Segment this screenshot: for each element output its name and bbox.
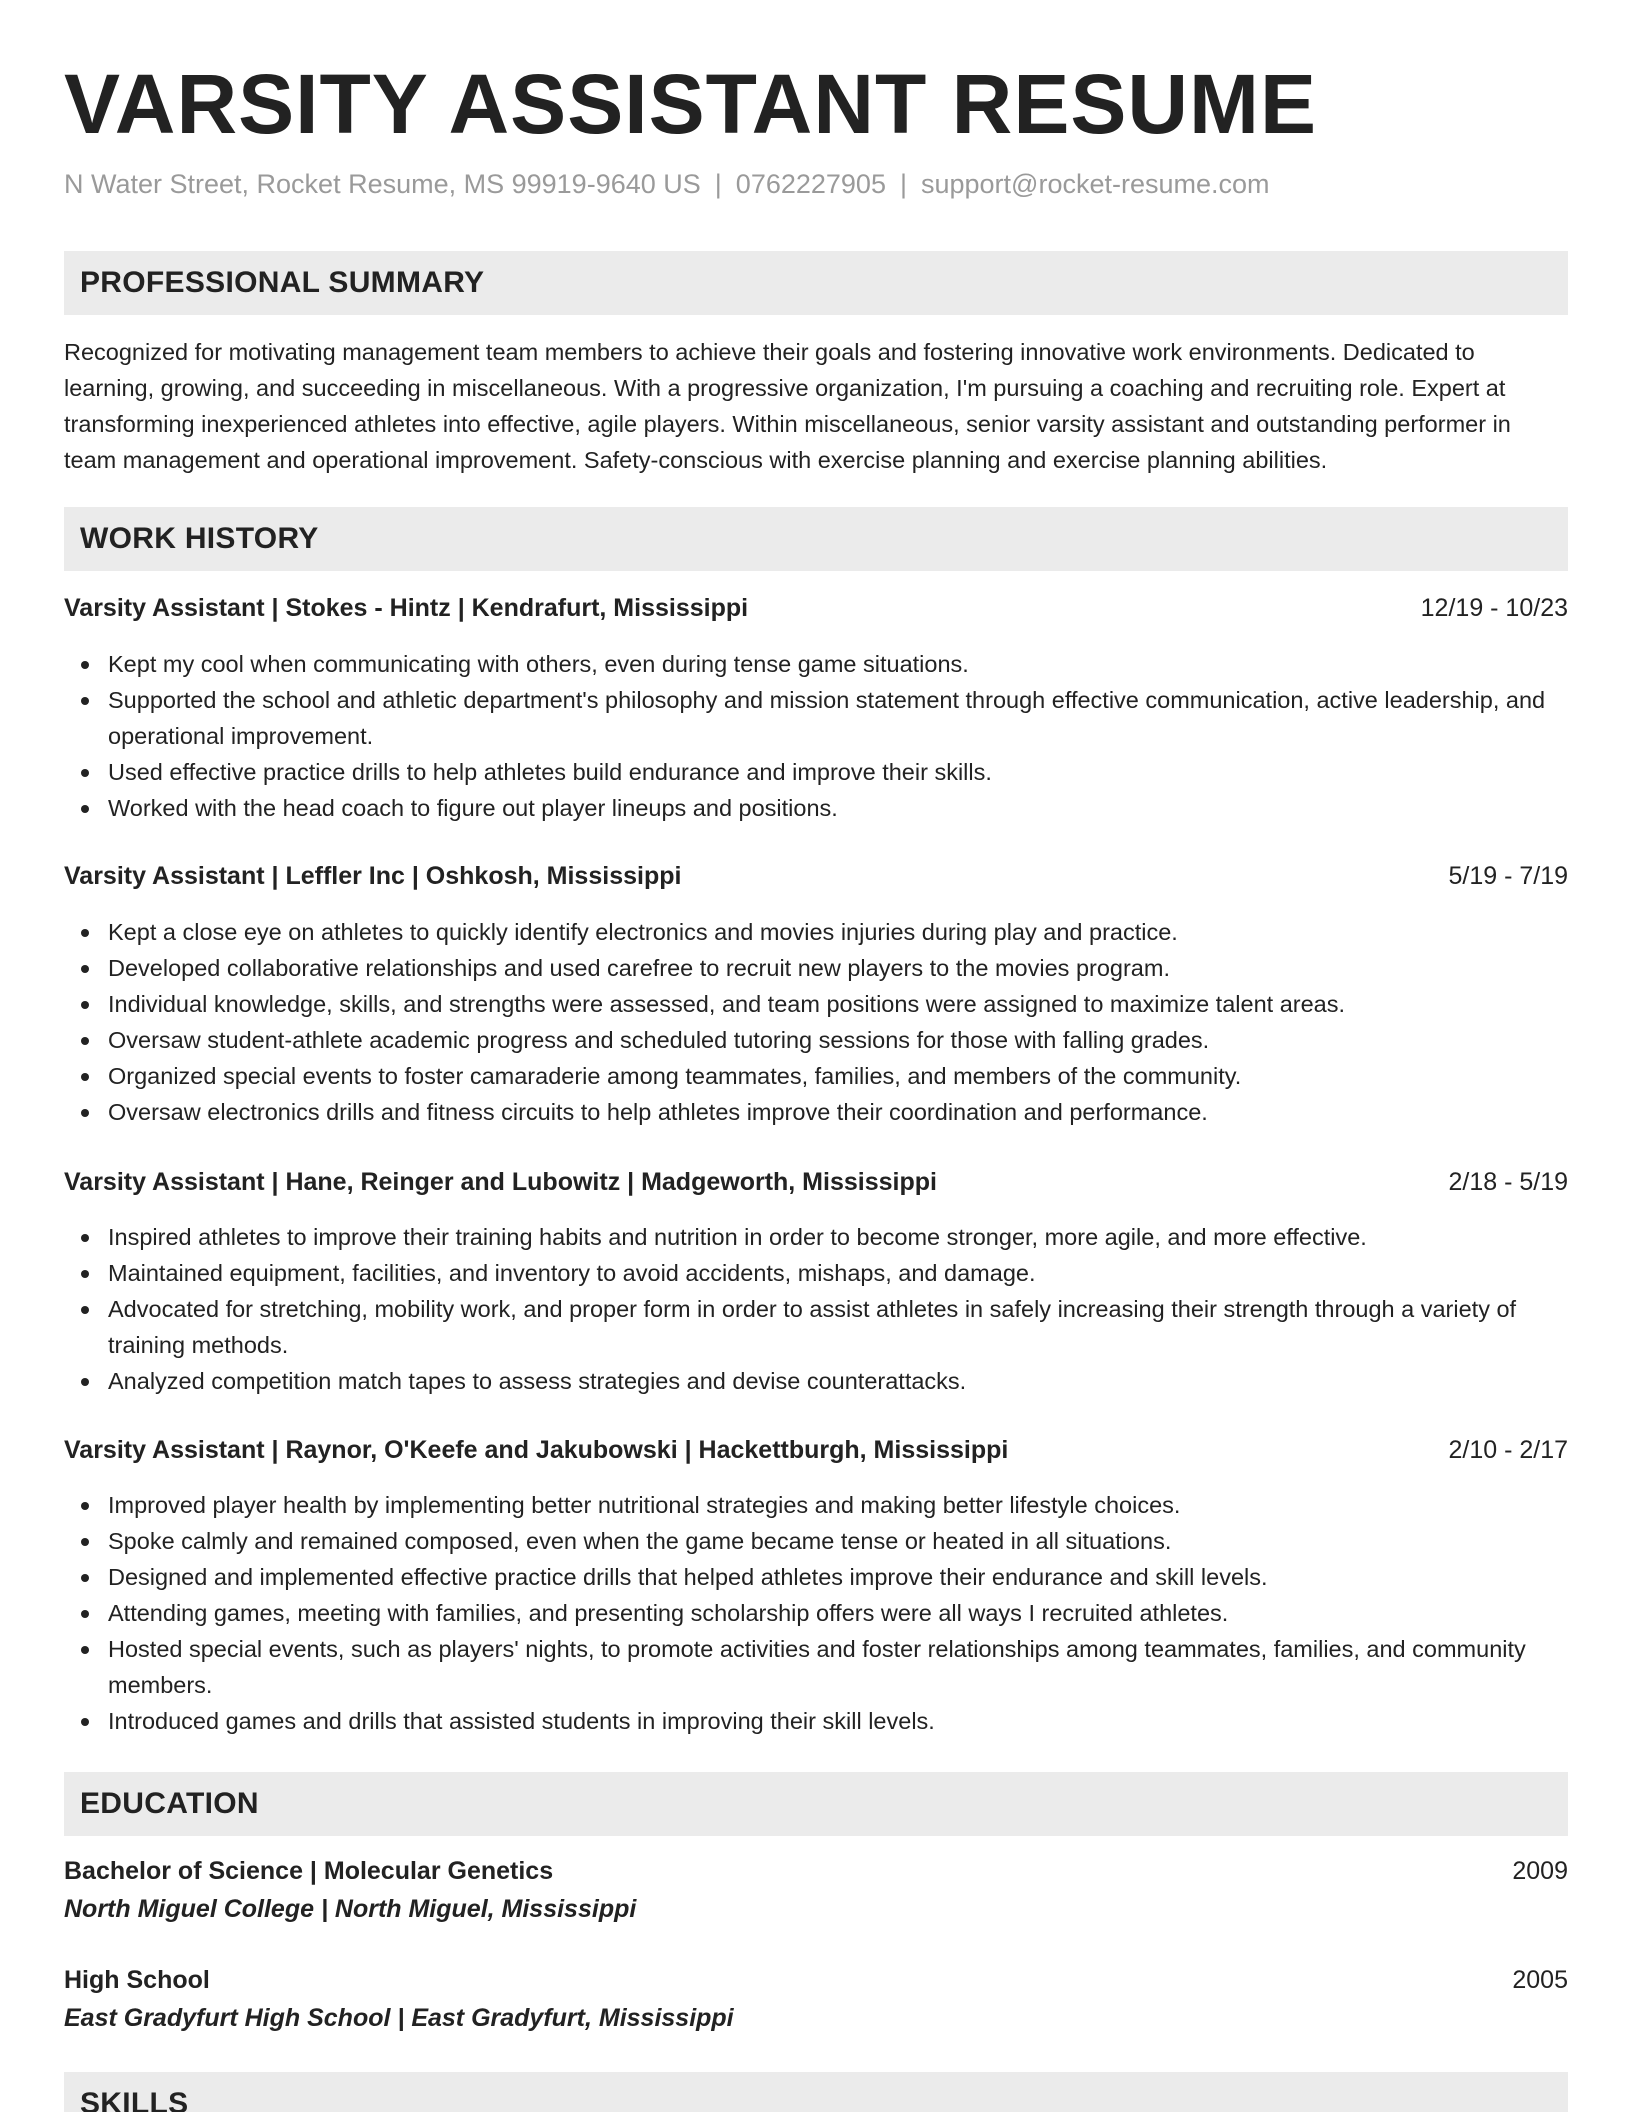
job-bullet: Oversaw student-athlete academic progress and scheduled tutoring sessions for those with falling grades. bbox=[108, 1022, 1568, 1058]
job-title: Varsity Assistant | Hane, Reinger and Lubowitz | Madgeworth, Mississippi bbox=[64, 1168, 937, 1196]
education-degree: High School bbox=[64, 1966, 210, 1994]
job-bullet: Attending games, meeting with families, and presenting scholarship offers were all ways I recruited athletes. bbox=[108, 1595, 1568, 1631]
contact-line bbox=[64, 166, 1270, 202]
education-year: 2005 bbox=[1512, 1966, 1568, 1994]
job-bullet: Inspired athletes to improve their training habits and nutrition in order to become stronger, more agile, and more effective. bbox=[108, 1219, 1568, 1255]
job-title: Varsity Assistant | Leffler Inc | Oshkosh, Mississippi bbox=[64, 862, 682, 890]
job-bullets bbox=[64, 1219, 1568, 1399]
contact-phone: 0762227905 bbox=[735, 169, 886, 199]
job-bullet: Introduced games and drills that assisted students in improving their skill levels. bbox=[108, 1703, 1568, 1739]
section-title-skills: SKILLS bbox=[80, 2087, 189, 2112]
section-header-summary bbox=[64, 251, 1568, 315]
section-header-work-history bbox=[64, 507, 1568, 571]
section-header-education bbox=[64, 1772, 1568, 1836]
job-dates: 2/10 - 2/17 bbox=[1448, 1436, 1568, 1464]
job-bullet: Developed collaborative relationships and used carefree to recruit new players to the movies program. bbox=[108, 950, 1568, 986]
job-bullet: Spoke calmly and remained composed, even when the game became tense or heated in all situations. bbox=[108, 1523, 1568, 1559]
job-bullet: Advocated for stretching, mobility work, and proper form in order to assist athletes in safely increasing their strength through a variety of training methods. bbox=[108, 1291, 1568, 1363]
job-dates: 2/18 - 5/19 bbox=[1448, 1168, 1568, 1196]
job-bullets bbox=[64, 646, 1568, 826]
job-bullet: Kept a close eye on athletes to quickly identify electronics and movies injuries during play and practice. bbox=[108, 914, 1568, 950]
resume-name: VARSITY ASSISTANT RESUME bbox=[64, 57, 1318, 151]
job-dates: 12/19 - 10/23 bbox=[1420, 594, 1568, 622]
job-bullet: Hosted special events, such as players' nights, to promote activities and foster relationships among teammates, families, and community members. bbox=[108, 1631, 1568, 1703]
section-header-skills bbox=[64, 2072, 1568, 2112]
job-bullet: Designed and implemented effective practice drills that helped athletes improve their endurance and skill levels. bbox=[108, 1559, 1568, 1595]
job-bullet: Analyzed competition match tapes to assess strategies and devise counterattacks. bbox=[108, 1363, 1568, 1399]
job-bullet: Organized special events to foster camaraderie among teammates, families, and members of the community. bbox=[108, 1058, 1568, 1094]
contact-email: support@rocket-resume.com bbox=[920, 169, 1270, 199]
education-school: North Miguel College | North Miguel, Mississippi bbox=[64, 1895, 637, 1923]
education-degree: Bachelor of Science | Molecular Genetics bbox=[64, 1857, 554, 1885]
education-school: East Gradyfurt High School | East Gradyfurt, Mississippi bbox=[64, 2004, 734, 2032]
job-bullet: Improved player health by implementing better nutritional strategies and making better lifestyle choices. bbox=[108, 1487, 1568, 1523]
section-title-summary: PROFESSIONAL SUMMARY bbox=[80, 266, 485, 299]
contact-separator: | bbox=[899, 169, 907, 199]
summary-text: Recognized for motivating management team members to achieve their goals and fostering innovative work environments. Dedicated to learning, growing, and succeeding in miscellaneous. With a progressive organization, I'm pursuing a coaching and recruiting role. Expert at transforming inexperienced athletes into effective, agile players. Within miscellaneous, senior varsity assistant and outstanding performer in team management and operational improvement. Safety-conscious with exercise planning and exercise planning abilities. bbox=[64, 339, 1511, 473]
section-title-education: EDUCATION bbox=[80, 1787, 259, 1820]
contact-separator: | bbox=[714, 169, 722, 199]
contact-address: N Water Street, Rocket Resume, MS 99919-9640 US bbox=[64, 169, 701, 199]
job-title: Varsity Assistant | Raynor, O'Keefe and Jakubowski | Hackettburgh, Mississippi bbox=[64, 1436, 1009, 1464]
job-bullet: Oversaw electronics drills and fitness circuits to help athletes improve their coordination and performance. bbox=[108, 1094, 1568, 1130]
job-bullet: Used effective practice drills to help athletes build endurance and improve their skills. bbox=[108, 754, 1568, 790]
job-bullet: Kept my cool when communicating with others, even during tense game situations. bbox=[108, 646, 1568, 682]
job-title: Varsity Assistant | Stokes - Hintz | Kendrafurt, Mississippi bbox=[64, 594, 749, 622]
job-bullet: Worked with the head coach to figure out player lineups and positions. bbox=[108, 790, 1568, 826]
job-bullets bbox=[64, 914, 1568, 1130]
job-dates: 5/19 - 7/19 bbox=[1448, 862, 1568, 890]
education-year: 2009 bbox=[1512, 1857, 1568, 1885]
section-title-work-history: WORK HISTORY bbox=[80, 522, 319, 555]
job-bullets bbox=[64, 1487, 1568, 1739]
job-bullet: Maintained equipment, facilities, and inventory to avoid accidents, mishaps, and damage. bbox=[108, 1255, 1568, 1291]
job-bullet: Supported the school and athletic department's philosophy and mission statement through effective communication, active leadership, and operational improvement. bbox=[108, 682, 1568, 754]
job-bullet: Individual knowledge, skills, and strengths were assessed, and team positions were assigned to maximize talent areas. bbox=[108, 986, 1568, 1022]
